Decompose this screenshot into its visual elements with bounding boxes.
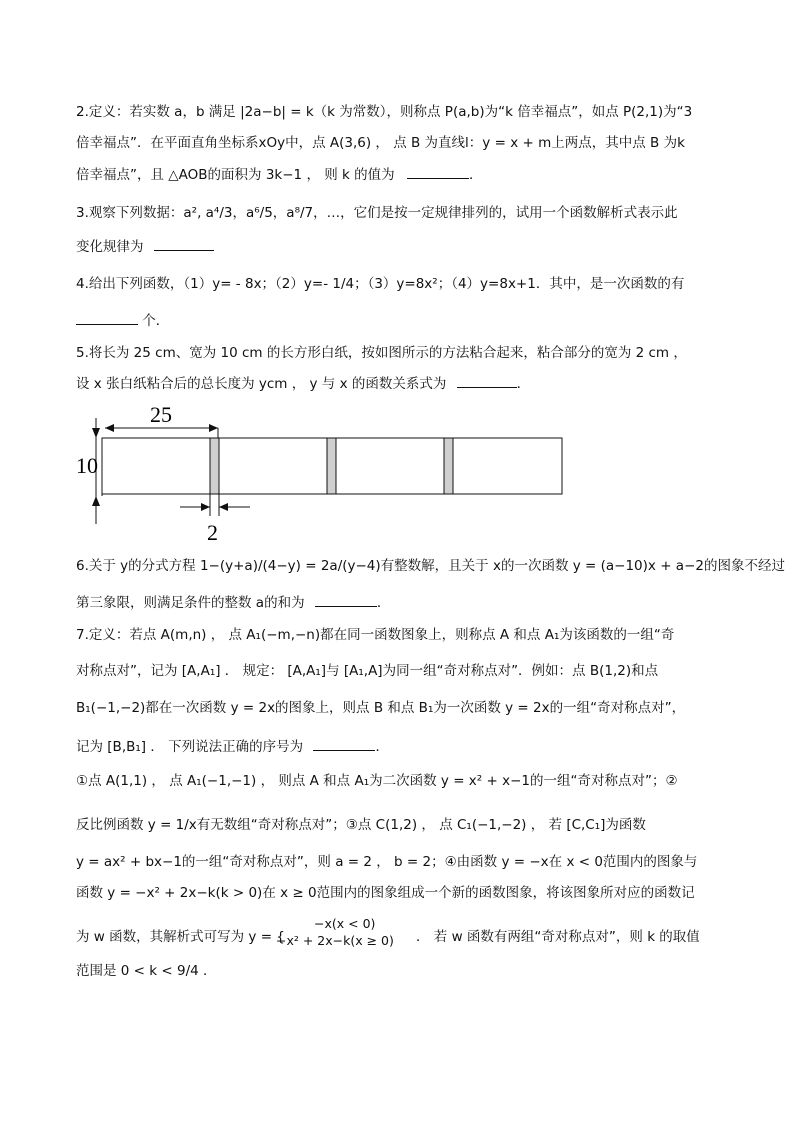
paper-strip-diagram bbox=[76, 400, 580, 550]
q7-line-1: 7.定义：若点 A(m,n) ， 点 A₁(−m,−n)都在同一函数图象上，则称点 A 和点 A₁为该函数的一组“奇 bbox=[76, 627, 675, 643]
q6-line-2-text: 第三象限，则满足条件的整数 a的和为 bbox=[76, 595, 305, 611]
arrowhead-icon bbox=[219, 503, 228, 511]
q7-line-7: y = ax² + bx−1的一组“奇对称点对”，则 a = 2 ， b = 2；④由函数 y = −x在 x < 0范围内的图象与 bbox=[76, 854, 698, 870]
q7-line-4 bbox=[76, 736, 736, 757]
q4-line-2 bbox=[76, 310, 736, 331]
q6-line-2 bbox=[76, 592, 736, 613]
arrowhead-icon bbox=[92, 496, 100, 506]
arrowhead-icon bbox=[201, 503, 210, 511]
q7-line-8: 函数 y = −x² + 2x−k(k > 0)在 x ≥ 0范围内的图象组成一个新的函数图象，将该图象所对应的函数记 bbox=[76, 885, 695, 901]
q7-line-4-text: 记为 [B,B₁] ． 下列说法正确的序号为 bbox=[76, 739, 304, 755]
length-label: 25 bbox=[150, 402, 172, 427]
period: ． bbox=[468, 167, 483, 183]
answer-blank-q7[interactable] bbox=[313, 736, 375, 751]
overlap-region bbox=[327, 438, 336, 494]
q2-line-2: 倍幸福点”．在平面直角坐标系xOy中，点 A(3,6) ， 点 B 为直线l：y = x + m上两点，其中点 B 为k bbox=[76, 135, 685, 151]
q6-line-1: 6.关于 y的分式方程 1−(y+a)/(4−y) = 2a/(y−4)有整数解，且关于 x的一次函数 y = (a−10)x + a−2的图象不经过 bbox=[76, 558, 785, 574]
period: ． bbox=[375, 739, 389, 755]
q2-line-3-text: 倍幸福点”，且 △AOB的面积为 3k−1 ， 则 k 的值为 bbox=[76, 167, 395, 183]
piecewise-top: −x(x < 0) bbox=[314, 916, 376, 931]
overlap-region bbox=[444, 438, 453, 494]
q2-line-1: 2.定义：若实数 a，b 满足 |2a−b| = k（k 为常数），则称点 P(a,b)为“k 倍幸福点”，如点 P(2,1)为“3 bbox=[76, 104, 693, 120]
answer-blank-q3[interactable] bbox=[154, 236, 214, 251]
q5-line-2 bbox=[76, 373, 736, 394]
q7-line-9-suffix: ． 若 w 函数有两组“奇对称点对”，则 k 的取值 bbox=[416, 929, 700, 945]
q7-line-5: ①点 A(1,1) ， 点 A₁(−1,−1) ， 则点 A 和点 A₁为二次函数 y = x² + x−1的一组“奇对称点对”；② bbox=[76, 773, 678, 789]
answer-blank-q4[interactable] bbox=[76, 310, 138, 325]
q3-line-2-text: 变化规律为 bbox=[76, 239, 144, 255]
period: ． bbox=[376, 595, 391, 611]
q4-line-1: 4.给出下列函数，（1）y= - 8x；（2）y=- 1/4；（3）y=8x²；（4）y=8x+1．其中，是一次函数的有 bbox=[76, 276, 685, 292]
q7-line-2: 对称点对”，记为 [A,A₁] ． 规定： [A,A₁]与 [A₁,A]为同一组“奇对称点对”．例如：点 B(1,2)和点 bbox=[76, 663, 659, 679]
answer-blank-q2[interactable] bbox=[407, 164, 469, 179]
arrowhead-icon bbox=[105, 424, 114, 432]
overlap-label: 2 bbox=[207, 520, 218, 545]
arrowhead-icon bbox=[92, 428, 100, 438]
q7-line-3: B₁(−1,−2)都在一次函数 y = 2x的图象上，则点 B 和点 B₁为一次函数 y = 2x的一组“奇对称点对”， bbox=[76, 700, 686, 716]
q2-line-3 bbox=[76, 164, 736, 185]
q5-line-1: 5.将长为 25 cm、宽为 10 cm 的长方形白纸，按如图所示的方法粘合起来，粘合部分的宽为 2 cm ， bbox=[76, 345, 687, 361]
q3-line-2 bbox=[76, 236, 736, 257]
width-label: 10 bbox=[76, 453, 98, 478]
q5-line-2-text: 设 x 张白纸粘合后的总长度为 ycm ， y 与 x 的函数关系式为 bbox=[76, 376, 447, 392]
q7-line-9-prefix: 为 w 函数，其解析式可写为 y = { bbox=[76, 929, 285, 945]
piecewise-bottom: −x² + 2x−k(x ≥ 0) bbox=[276, 933, 394, 948]
overlap-region bbox=[210, 438, 219, 494]
q3-line-1: 3.观察下列数据：a², a⁴/3，a⁶/5，a⁸/7，…，它们是按一定规律排列的，试用一个函数解析式表示此 bbox=[76, 205, 678, 221]
q7-line-9 bbox=[76, 918, 736, 952]
period: ． bbox=[516, 376, 531, 392]
q4-line-2-suffix: 个． bbox=[142, 313, 170, 329]
q7-line-10: 范围是 0 < k < 9/4 ． bbox=[76, 963, 217, 979]
answer-blank-q5[interactable] bbox=[457, 373, 517, 388]
q7-line-6: 反比例函数 y = 1/x有无数组“奇对称点对”；③点 C(1,2) ， 点 C₁(−1,−2) ， 若 [C,C₁]为函数 bbox=[76, 817, 646, 833]
arrowhead-icon bbox=[209, 424, 218, 432]
answer-blank-q6[interactable] bbox=[315, 592, 377, 607]
